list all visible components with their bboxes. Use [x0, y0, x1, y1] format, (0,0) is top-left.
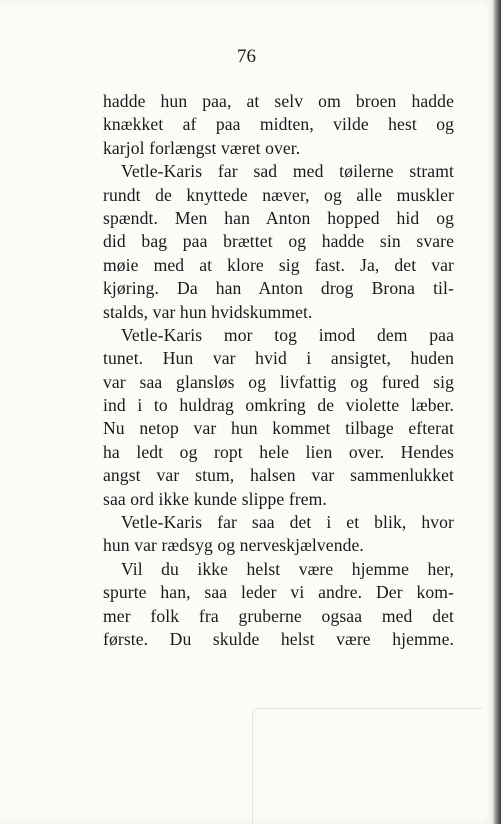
text-line: ind i to huldrag omkring de violette læber.: [103, 395, 454, 416]
text-line: Vetle-Karis far saa det i et blik, hvor: [121, 512, 454, 533]
body-text: [103, 90, 454, 651]
text-line: stalds, var hun hvidskummet.: [103, 301, 313, 322]
text-line: mer folk fra gruberne ogsaa med det: [103, 605, 454, 626]
text-line: møie med at klore sig fast. Ja, det var: [103, 254, 454, 275]
text-line: ha ledt og ropt hele lien over. Hendes: [103, 441, 454, 462]
text-line: tunet. Hun var hvid i ansigtet, huden: [103, 348, 454, 369]
page-corner-mark: [252, 708, 483, 824]
page-number: 76: [237, 46, 256, 67]
text-line: hun var rædsyg og nerveskjælvende.: [103, 535, 364, 556]
text-line: Vetle-Karis mor tog imod dem paa: [121, 324, 454, 345]
text-line: spurte han, saa leder vi andre. Der kom-: [103, 582, 454, 603]
text-line: did bag paa brættet og hadde sin svare: [103, 231, 454, 252]
text-line: spændt. Men han Anton hopped hid og: [103, 207, 454, 228]
text-line: første. Du skulde helst være hjemme.: [103, 628, 454, 649]
page-edge-shadow: [493, 0, 501, 824]
text-line: hadde hun paa, at selv om broen hadde: [103, 91, 454, 111]
text-line: saa ord ikke kunde slippe frem.: [103, 488, 327, 509]
text-line: kjøring. Da han Anton drog Brona til-: [103, 278, 454, 299]
text-line: Vetle-Karis far sad med tøilerne stramt: [121, 161, 454, 182]
text-line: karjol forlængst været over.: [103, 137, 301, 158]
text-line: knækket af paa midten, vilde hest og: [103, 114, 454, 135]
text-line: var saa glansløs og livfattig og fured sig: [103, 371, 454, 392]
text-line: Vil du ikke helst være hjemme her,: [121, 558, 454, 579]
text-line: Nu netop var hun kommet tilbage efterat: [103, 418, 454, 439]
text-line: angst var stum, halsen var sammenlukket: [103, 465, 454, 486]
text-line: rundt de knyttede næver, og alle muskler: [103, 184, 454, 205]
